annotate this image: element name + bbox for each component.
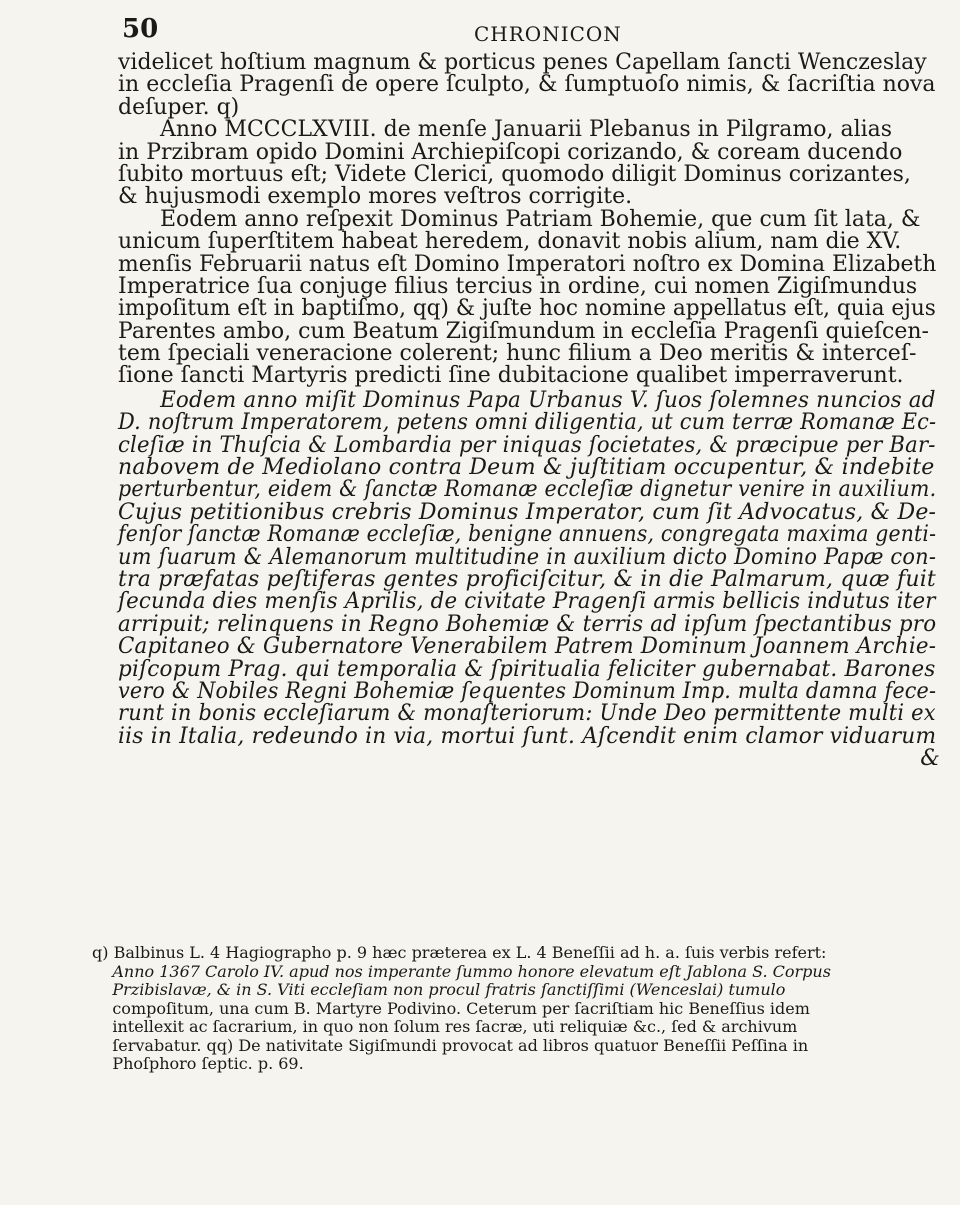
- main-text: [118, 52, 940, 771]
- text-line: ſione ſancti Martyris predicti ſine dubitacione qualibet imperraverunt.: [118, 363, 904, 389]
- text-line: Imperatrice ſua conjuge filius tercius in ordine, cui nomen Zigiſmundus: [118, 273, 918, 299]
- text-line: menſis Februarii natus eſt Domino Imperatori noſtro ex Domina Elizabeth: [118, 251, 937, 277]
- footnote-line: Phoſphoro ſeptic. p. 69.: [92, 1054, 304, 1073]
- text-line: arripuit; relinquens in Regno Bohemiæ & terris ad ipſum ſpectantibus pro: [118, 611, 937, 637]
- footnotes: [92, 944, 932, 1074]
- text-line: unicum ſuperſtitem habeat heredem, donavit nobis alium, nam die XV.: [118, 229, 902, 255]
- text-line: D. noſtrum Imperatorem, petens omni diligentia, ut cum terræ Romanæ Ec-: [118, 410, 937, 436]
- page-header: [122, 14, 922, 48]
- text-line: tra præfatas peſtiferas gentes proficiſcitur, & in die Palmarum, quæ fuit: [118, 566, 936, 592]
- text-line: um ſuarum & Alemanorum multitudine in auxilium dicto Domino Papæ con-: [118, 544, 937, 570]
- footnote-line: compoſitum, una cum B. Martyre Podivino. Ceterum per ſacriſtiam hic Beneſſius idem: [92, 998, 810, 1018]
- text-line: runt in bonis eccleſiarum & monaſteriorum: Unde Deo permittente multi ex: [118, 701, 936, 727]
- text-line: Anno MCCCLXVIII. de menſe Januarii Plebanus in Pilgramo, alias: [118, 117, 893, 143]
- text-line: videlicet hoſtium magnum & porticus penes Capellam ſancti Wenczeslay: [118, 50, 927, 75]
- text-line: Cujus petitionibus crebris Dominus Imperator, cum ſit Advocatus, & De-: [118, 499, 937, 525]
- footnote-line: Przibislavæ, & in S. Viti eccleſiam non procul fratris ſanctiſſimi (Wenceslai) tumulo: [92, 980, 786, 999]
- italic-text-block: [118, 387, 940, 772]
- text-line: iis in Italia, redeundo in via, mortui ſunt. Aſcendit enim clamor viduarum: [118, 723, 937, 749]
- text-line: in eccleſia Pragenſi de opere ſculpto, & ſumptuoſo nimis, & ſacriſtia nova: [118, 72, 936, 98]
- text-line: perturbentur, eidem & ſanctæ Romanæ eccleſiæ dignetur venire in auxilium.: [118, 477, 937, 503]
- footnote-line: q) Balbinus L. 4 Hagiographo p. 9 hæc præterea ex L. 4 Beneſſii ad h. a. ſuis verbis refert:: [92, 943, 827, 962]
- footnote-line: ſervabatur. qq) De nativitate Sigiſmundi provocat ad libros quatuor Beneſſii Peſſina in: [92, 1035, 809, 1055]
- text-line: deſuper. q): [118, 94, 240, 120]
- text-line: Eodem anno miſit Dominus Papa Urbanus V. ſuos ſolemnes nuncios ad: [118, 387, 936, 413]
- page-number: 50: [122, 14, 159, 44]
- text-line: & hujusmodi exemplo mores veſtros corrigite.: [118, 184, 633, 210]
- text-line: ſecunda dies menſis Aprilis, de civitate Pragenſi armis bellicis indutus iter: [118, 589, 936, 615]
- text-line: Parentes ambo, cum Beatum Zigiſmundum in eccleſia Pragenſi quieſcen-: [118, 318, 929, 344]
- text-line: tem ſpeciali veneracione colerent; hunc filium a Deo meritis & interceſ-: [118, 341, 917, 367]
- text-line: nabovem de Mediolano contra Deum & juſtitiam occupentur, & indebite: [118, 455, 935, 481]
- footnote-line: Anno 1367 Carolo IV. apud nos imperante ſummo honore elevatum eſt Jablona S. Corpus: [92, 961, 831, 981]
- text-line: piſcopum Prag. qui temporalia & ſpiritualia feliciter gubernabat. Barones: [118, 656, 936, 682]
- text-line: vero & Nobiles Regni Bohemiæ ſequentes Dominum Imp. multa damna fece-: [118, 678, 937, 704]
- text-line: Eodem anno reſpexit Dominus Patriam Bohemie, que cum ſit lata, &: [118, 206, 921, 232]
- text-line: Capitaneo & Gubernatore Venerabilem Patrem Dominum Joannem Archie-: [118, 634, 937, 660]
- text-line: cleſiæ in Thuſcia & Lombardia per iniquas ſocietates, & præcipue per Bar-: [118, 432, 936, 458]
- running-title: CHRONICON: [474, 22, 622, 46]
- roman-text-block: [118, 52, 940, 388]
- text-line: ſubito mortuus eſt; Videte Clerici, quomodo diligit Dominus corizantes,: [118, 161, 911, 187]
- footnote-line: intellexit ac ſacrarium, in quo non ſolum res ſacræ, uti reliquiæ &c., ſed & archivum: [92, 1017, 798, 1036]
- text-line: impoſitum eſt in baptiſmo, qq) & juſte hoc nomine appellatus eſt, quia ejus: [118, 296, 936, 322]
- text-line: in Przibram opido Domini Archiepiſcopi corizando, & coream ducendo: [118, 139, 903, 165]
- catchword: &: [920, 746, 940, 772]
- text-line: fenſor ſanctæ Romanæ eccleſiæ, benigne annuens, congregata maxima genti-: [118, 522, 937, 548]
